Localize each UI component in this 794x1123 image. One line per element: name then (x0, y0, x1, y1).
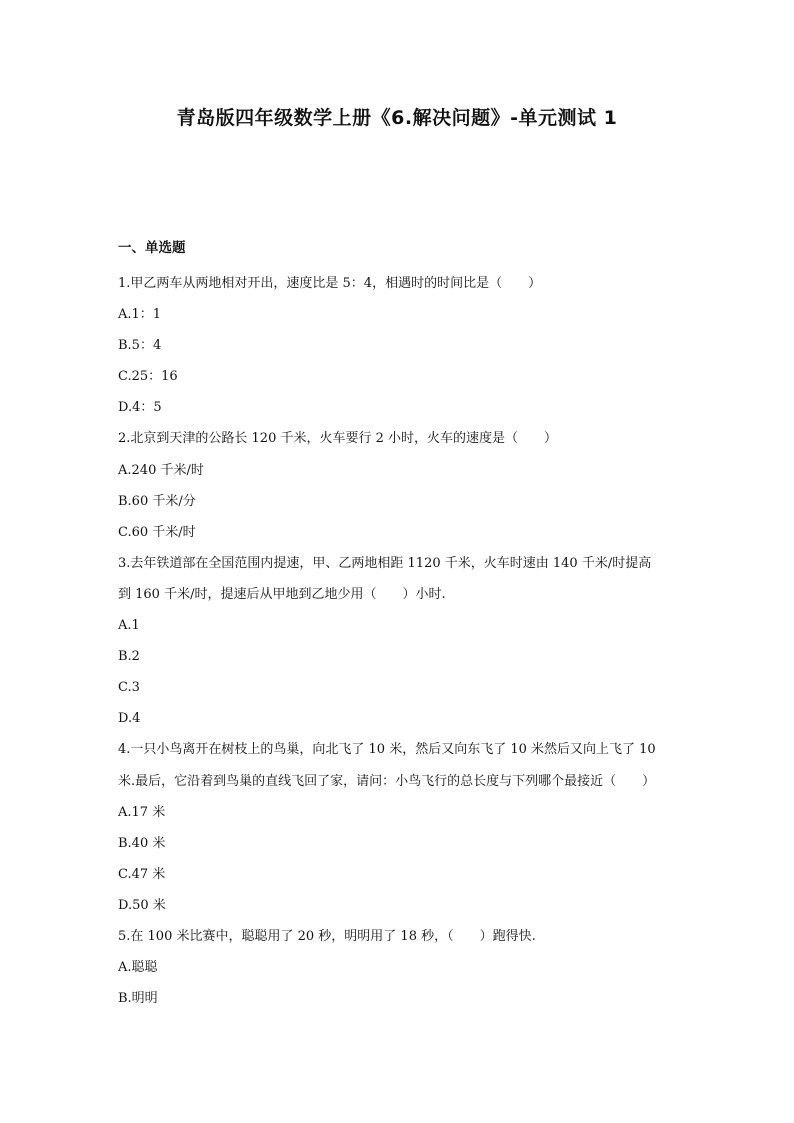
option-c: C.60 千米/时 (118, 524, 196, 540)
question-1 (118, 268, 680, 423)
option-b: B.60 千米/分 (118, 493, 196, 509)
option-a: A.1 (118, 618, 140, 634)
question-5 (118, 921, 680, 1014)
question-2 (118, 423, 680, 547)
option-a: A.240 千米/时 (118, 462, 204, 478)
question-stem-line-1: 3.去年铁道部在全国范围内提速，甲、乙两地相距 1120 千米，火车时速由 140 千米/时提高 (118, 555, 652, 571)
question-list (118, 268, 680, 1014)
option-d: D.50 米 (118, 897, 166, 913)
question-stem-line-2: 米.最后，它沿着到鸟巢的直线飞回了家，请问：小鸟飞行的总长度与下列哪个最接近（ ） (118, 773, 656, 789)
option-c: C.47 米 (118, 866, 166, 882)
option-c: C.25：16 (118, 369, 178, 385)
document-title: 青岛版四年级数学上册《6.解决问题》-单元测试 1 (176, 107, 618, 129)
question-stem-line-2: 到 160 千米/时，提速后从甲地到乙地少用（ ）小时. (118, 586, 446, 602)
question-stem: 1.甲乙两车从两地相对开出，速度比是 5：4，相遇时的时间比是（ ） (118, 276, 542, 291)
option-d: D.4：5 (118, 400, 162, 416)
option-b: B.40 米 (118, 835, 166, 851)
section-heading: 一、单选题 (118, 240, 186, 256)
option-c: C.3 (118, 680, 140, 696)
option-d: D.4 (118, 711, 141, 727)
question-stem: 2.北京到天津的公路长 120 千米，火车要行 2 小时，火车的速度是（ ） (118, 431, 558, 447)
option-a: A.17 米 (118, 804, 166, 820)
option-a: A.聪聪 (118, 960, 158, 976)
option-b: B.明明 (118, 991, 158, 1007)
question-stem-line-1: 4.一只小鸟离开在树枝上的鸟巢，向北飞了 10 米，然后又向东飞了 10 米然后又向上飞了 10 (118, 742, 656, 758)
option-b: B.2 (118, 649, 140, 665)
question-stem: 5.在 100 米比赛中，聪聪用了 20 秒，明明用了 18 秒，（ ）跑得快. (118, 928, 536, 944)
question-3 (118, 548, 680, 735)
option-a: A.1：1 (118, 307, 162, 323)
option-b: B.5：4 (118, 338, 162, 354)
question-4 (118, 734, 680, 921)
